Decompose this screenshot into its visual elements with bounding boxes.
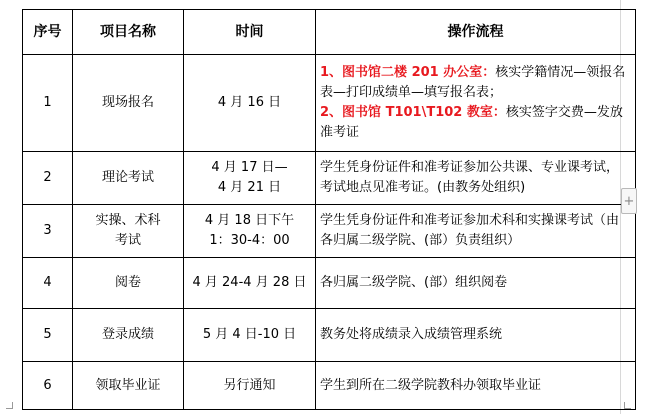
cell-seq: 2 <box>23 152 73 205</box>
step-label-classroom: 2、图书馆 T101\T102 教室： <box>320 105 506 120</box>
cell-process: 教务处将成绩录入成绩管理系统 <box>316 309 636 362</box>
time-line: 4 月 18 日下午 <box>204 213 295 228</box>
procedure-table <box>22 9 636 410</box>
cell-process <box>316 55 636 152</box>
table-row <box>23 309 636 362</box>
corner-mark-right <box>624 402 631 409</box>
add-row-button[interactable]: + <box>621 188 637 214</box>
table-row <box>23 55 636 152</box>
table-row <box>23 362 636 410</box>
table-row <box>23 152 636 205</box>
cell-name: 阅卷 <box>73 258 184 309</box>
step-text-classroom: 核实签字交费—发放准考证 <box>320 105 623 140</box>
cell-time: 4 月 24-4 月 28 日 <box>184 258 316 309</box>
cell-seq: 6 <box>23 362 73 410</box>
table-row <box>23 258 636 309</box>
cell-process: 各归属二级学院、(部）组织阅卷 <box>316 258 636 309</box>
corner-mark-left <box>6 402 13 409</box>
header-process: 操作流程 <box>316 10 636 55</box>
cell-seq: 1 <box>23 55 73 152</box>
header-name: 项目名称 <box>73 10 184 55</box>
cell-name: 现场报名 <box>73 55 184 152</box>
cell-name: 理论考试 <box>73 152 184 205</box>
step-text-office: 核实学籍情况—领报名表—打印成绩单—填写报名表； <box>320 65 626 100</box>
header-time: 时间 <box>184 10 316 55</box>
header-row <box>23 10 636 55</box>
cell-name <box>73 205 184 258</box>
name-line: 考试 <box>114 233 141 248</box>
table-row <box>23 205 636 258</box>
cell-process: 学生凭身份证件和准考证参加公共课、专业课考试，考试地点见准考证。(由教务处组织) <box>316 152 636 205</box>
cell-seq: 3 <box>23 205 73 258</box>
cell-seq: 4 <box>23 258 73 309</box>
step-label-office: 1、图书馆二楼 201 办公室： <box>320 65 496 80</box>
cell-time: 另行通知 <box>184 362 316 410</box>
time-line: 4 月 21 日 <box>217 180 282 195</box>
cell-process: 学生到所在二级学院教科办领取毕业证 <box>316 362 636 410</box>
cell-name: 登录成绩 <box>73 309 184 362</box>
name-line: 实操、术科 <box>95 213 161 228</box>
cell-time: 4 月 16 日 <box>184 55 316 152</box>
cell-process: 学生凭身份证件和准考证参加术科和实操课考试（由各归属二级学院、(部）负责组织） <box>316 205 636 258</box>
cell-time <box>184 152 316 205</box>
cell-seq: 5 <box>23 309 73 362</box>
cell-time <box>184 205 316 258</box>
time-line: 4 月 17 日— <box>211 160 288 175</box>
cell-time: 5 月 4 日-10 日 <box>184 309 316 362</box>
header-seq: 序号 <box>23 10 73 55</box>
time-line: 1：30-4：00 <box>209 233 290 248</box>
cell-name: 领取毕业证 <box>73 362 184 410</box>
